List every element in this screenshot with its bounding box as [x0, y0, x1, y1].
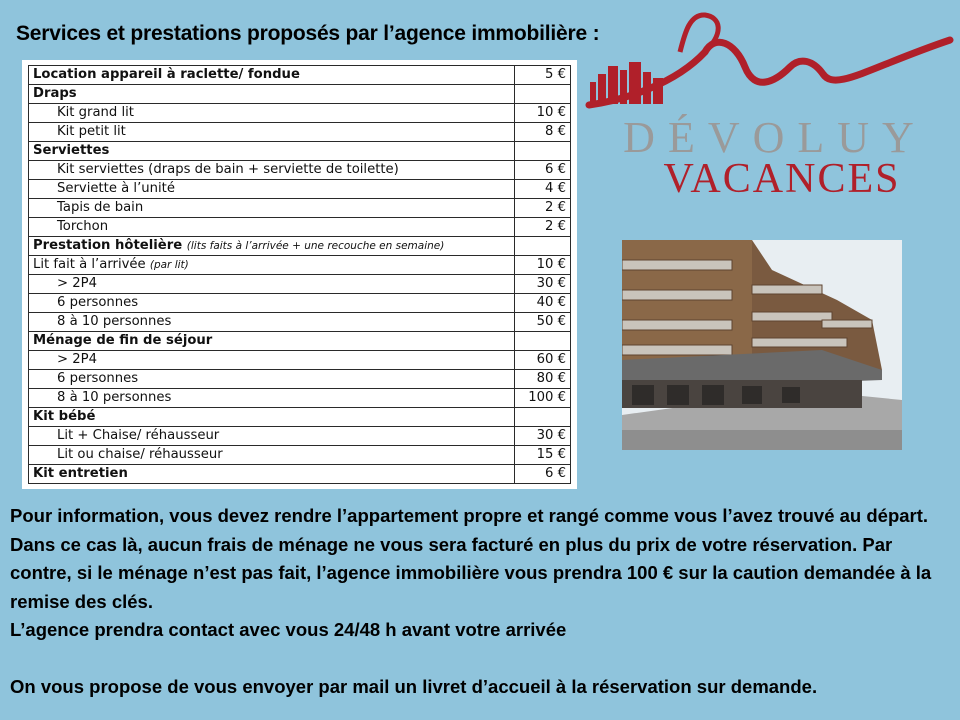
- table-row: [29, 294, 571, 313]
- table-row: [29, 351, 571, 370]
- row-label-text: > 2P4: [57, 352, 97, 367]
- row-price: [515, 237, 571, 256]
- row-label: [29, 332, 515, 351]
- row-label-text: 8 à 10 personnes: [57, 390, 172, 405]
- table-row: [29, 180, 571, 199]
- row-price: [515, 408, 571, 427]
- residence-building-photo: [622, 240, 902, 450]
- table-row: [29, 199, 571, 218]
- row-price: 2 €: [515, 199, 571, 218]
- row-label: [29, 465, 515, 484]
- row-label-text: Kit entretien: [33, 466, 128, 481]
- row-label: [29, 275, 515, 294]
- row-label: [29, 123, 515, 142]
- row-label: [29, 85, 515, 104]
- row-label-text: Kit serviettes (draps de bain + serviette de toilette): [57, 162, 399, 177]
- row-price: 8 €: [515, 123, 571, 142]
- price-table-body: [29, 66, 571, 484]
- row-note: (par lit): [149, 259, 189, 271]
- info-paragraph-contact: L’agence prendra contact avec vous 24/48 h avant votre arrivée: [10, 619, 567, 640]
- row-price: [515, 85, 571, 104]
- row-label-text: Kit grand lit: [57, 105, 134, 120]
- row-label-text: Ménage de fin de séjour: [33, 333, 213, 348]
- row-label: [29, 389, 515, 408]
- price-table: [22, 60, 577, 489]
- table-category-row: [29, 142, 571, 161]
- row-label: [29, 256, 515, 275]
- page-title: Services et prestations proposés par l’agence immobilière :: [16, 22, 600, 45]
- info-paragraph-cleaning: Pour information, vous devez rendre l’appartement propre et rangé comme vous l’avez trouvé au départ. Dans ce cas là, aucun frais de ménage ne vous sera facturé en plus du prix de votre réservation. Par contre, si le ménage n’est pas fait, l’agence immobilière vous prendra 100 € sur la caution demandée à la remise des clés.: [10, 505, 932, 612]
- table-row: [29, 370, 571, 389]
- row-note: (lits faits à l’arrivée + une recouche en semaine): [186, 240, 445, 252]
- row-label: [29, 66, 515, 85]
- row-price: 10 €: [515, 104, 571, 123]
- row-label: [29, 370, 515, 389]
- table-row: [29, 161, 571, 180]
- table-category-row: [29, 85, 571, 104]
- row-price: 100 €: [515, 389, 571, 408]
- row-label-text: Kit bébé: [33, 409, 96, 424]
- row-price: 60 €: [515, 351, 571, 370]
- row-label-text: Torchon: [57, 219, 109, 234]
- row-label-text: 6 personnes: [57, 295, 139, 310]
- row-price: 80 €: [515, 370, 571, 389]
- row-label: [29, 142, 515, 161]
- info-paragraph-welcome-booklet: On vous propose de vous envoyer par mail un livret d’accueil à la réservation sur demande.: [10, 675, 818, 697]
- row-price: 5 €: [515, 66, 571, 85]
- row-label-text: Lit + Chaise/ réhausseur: [57, 428, 220, 443]
- row-label-text: Lit fait à l’arrivée: [33, 257, 146, 272]
- table-category-row: [29, 465, 571, 484]
- row-price: 6 €: [515, 161, 571, 180]
- row-price: [515, 142, 571, 161]
- row-label: [29, 218, 515, 237]
- row-label: [29, 427, 515, 446]
- row-label-text: 8 à 10 personnes: [57, 314, 172, 329]
- row-label-text: Prestation hôtelière: [33, 238, 183, 253]
- row-label-text: Kit petit lit: [57, 124, 126, 139]
- row-label: [29, 199, 515, 218]
- table-row: [29, 446, 571, 465]
- table-row: [29, 218, 571, 237]
- row-label: [29, 180, 515, 199]
- row-price: 50 €: [515, 313, 571, 332]
- table-category-row: [29, 332, 571, 351]
- row-label-text: Location appareil à raclette/ fondue: [33, 67, 300, 82]
- table-row: [29, 104, 571, 123]
- row-label: [29, 408, 515, 427]
- row-label: [29, 313, 515, 332]
- table-row: [29, 427, 571, 446]
- row-label-text: Lit ou chaise/ réhausseur: [57, 447, 223, 462]
- table-category-row: [29, 66, 571, 85]
- table-row: [29, 389, 571, 408]
- devoluy-vacances-logo: [585, 12, 955, 202]
- row-label: [29, 446, 515, 465]
- row-price: 30 €: [515, 427, 571, 446]
- row-label: [29, 161, 515, 180]
- row-price: 15 €: [515, 446, 571, 465]
- row-price: 6 €: [515, 465, 571, 484]
- row-price: 40 €: [515, 294, 571, 313]
- row-label: [29, 237, 515, 256]
- row-price: 30 €: [515, 275, 571, 294]
- row-price: 10 €: [515, 256, 571, 275]
- row-price: [515, 332, 571, 351]
- info-text: [10, 502, 950, 701]
- table-category-row: [29, 237, 571, 256]
- table-category-row: [29, 408, 571, 427]
- row-price: 4 €: [515, 180, 571, 199]
- table-row: [29, 256, 571, 275]
- table-row: [29, 313, 571, 332]
- row-label-text: 6 personnes: [57, 371, 139, 386]
- row-label: [29, 104, 515, 123]
- row-label-text: Draps: [33, 86, 77, 101]
- row-label-text: Serviette à l’unité: [57, 181, 175, 196]
- logo-line1: DÉVOLUY: [623, 113, 927, 162]
- row-label-text: Tapis de bain: [57, 200, 144, 215]
- table-row: [29, 123, 571, 142]
- row-price: 2 €: [515, 218, 571, 237]
- row-label: [29, 351, 515, 370]
- logo-line2: VACANCES: [663, 156, 901, 202]
- row-label-text: > 2P4: [57, 276, 97, 291]
- table-row: [29, 275, 571, 294]
- row-label: [29, 294, 515, 313]
- row-label-text: Serviettes: [33, 143, 110, 158]
